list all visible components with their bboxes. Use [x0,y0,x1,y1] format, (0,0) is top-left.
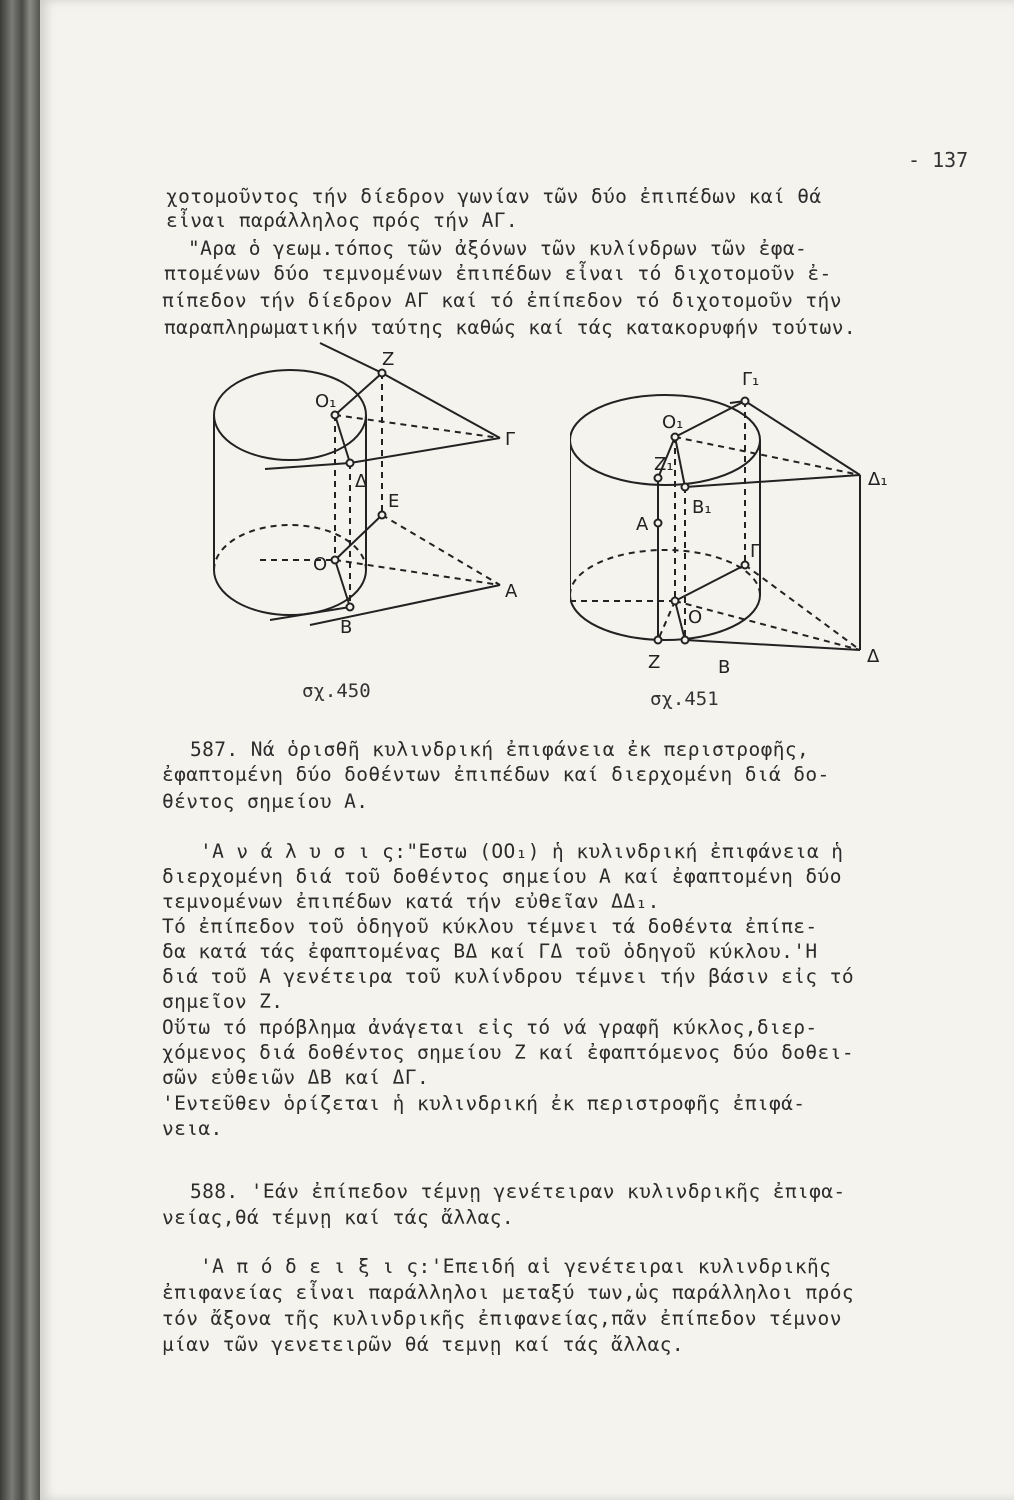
label-Z: Z [382,349,395,370]
label-B: B [718,657,731,678]
top-base-ellipse [214,370,366,460]
figure-450-caption: σχ.450 [302,680,371,702]
text-line: Οὕτω τό πρόβλημα ἀνάγεται εἰς τό νά γραφῆ κύκλος,διερ- [162,1016,818,1039]
book-spine [0,0,40,1500]
text-line: διά τοῦ Α γενέτειρα τοῦ κυλίνδρου τέμνει τήν βάσιν εἰς τό [162,965,854,988]
label-D1: Δ₁ [868,469,888,490]
text-line: 588. 'Εάν ἐπίπεδον τέμνῃ γενέτειραν κυλινδρικῆς ἐπιφα- [190,1180,846,1203]
text-line: διερχομένη διά τοῦ δοθέντος σημείου Α καί ἐφαπτομένη δύο [162,865,842,888]
bottom-base-back [214,525,366,570]
label-G1: Γ₁ [742,369,760,390]
label-O1: O₁ [315,391,337,412]
page-number: - 137 [908,148,969,172]
text-line: Τό ἐπίπεδον τοῦ ὁδηγοῦ κύκλου τέμνει τά δοθέντα ἐπίπε- [162,915,818,938]
text-line: ἐφαπτομένη δύο δοθέντων ἐπιπέδων καί διερχομένη διά δο- [162,763,830,786]
text-line: 'Α π ό δ ε ι ξ ι ς:'Επειδή αἱ γενέτειραι κυλινδρικῆς [200,1255,832,1278]
label-D: Δ [867,646,880,667]
text-line: θέντος σημείου Α. [162,790,369,813]
label-O: O [313,554,328,575]
text-line: μίαν τῶν γενετειρῶν θά τεμνῃ καί τάς ἄλλας. [162,1333,685,1356]
text-line: σῶν εὐθειῶν ΔΒ καί ΔΓ. [162,1066,430,1089]
text-line: παραπληρωματικήν ταύτης καθώς καί τάς κατακορυφήν τούτων. [164,316,856,339]
figure-450 [210,335,540,665]
label-D: Δ [355,471,368,492]
label-A: A [636,514,649,535]
text-line: ἐπιφανείας εἶναι παράλληλοι μεταξύ των,ὡς παράλληλοι πρός [162,1281,854,1304]
text-line: "Αρα ὁ γεωμ.τόπος τῶν ἀξόνων τῶν κυλίνδρων τῶν ἐφα- [188,237,808,260]
label-Z1: Z₁ [654,454,674,475]
label-O: O [688,607,703,628]
text-line: νεια. [162,1117,223,1140]
text-line: δα κατά τάς ἐφαπτομένας ΒΔ καί ΓΔ τοῦ ὁδηγοῦ κύκλου.'Η [162,940,818,963]
label-Z: Z [648,652,661,673]
text-line: σημεῖον Ζ. [162,990,284,1013]
document-page [40,0,1014,1500]
label-O1: O₁ [662,412,684,433]
text-line: χόμενος διά δοθέντος σημείου Ζ καί ἐφαπτόμενος δύο δοθει- [162,1041,854,1064]
label-E: E [388,491,400,512]
label-G: Γ [750,541,761,562]
label-B: B [340,617,353,638]
text-line: τεμνομένων ἐπιπέδων κατά τήν εὐθεῖαν ΔΔ₁. [162,890,660,913]
text-line: πίπεδον τήν δίεδρον ΑΓ καί τό ἐπίπεδον τό διχοτομοῦν τήν [162,289,842,312]
text-line: 587. Νά ὁρισθῆ κυλινδρική ἐπιφάνεια ἐκ περιστροφῆς, [190,738,810,761]
figure-451-caption: σχ.451 [650,688,719,710]
label-B1: B₁ [692,497,712,518]
text-line: χοτομοῦντος τήν δίεδρον γωνίαν τῶν δύο ἐπιπέδων καί θά [166,185,822,208]
text-line: εἶναι παράλληλος πρός τήν ΑΓ. [166,209,519,232]
text-line: τόν ἄξονα τῆς κυλινδρικῆς ἐπιφανείας,πᾶν ἐπίπεδον τέμνον [162,1307,842,1330]
label-G: Γ [505,429,516,450]
text-line: πτομένων δύο τεμνομένων ἐπιπέδων εἶναι τό διχοτομοῦν ἐ- [164,262,832,285]
figure-451 [570,365,900,690]
text-line: 'Εντεῦθεν ὁρίζεται ἡ κυλινδρική ἐκ περιστροφῆς ἐπιφά- [162,1092,806,1115]
text-line: 'Α ν ά λ υ σ ι ς:"Εστω (ΟΟ₁) ἡ κυλινδρική ἐπιφάνεια ἡ [200,840,844,863]
label-A: A [505,581,518,602]
text-line: νείας,θά τέμνῃ καί τάς ἄλλας. [162,1206,515,1229]
